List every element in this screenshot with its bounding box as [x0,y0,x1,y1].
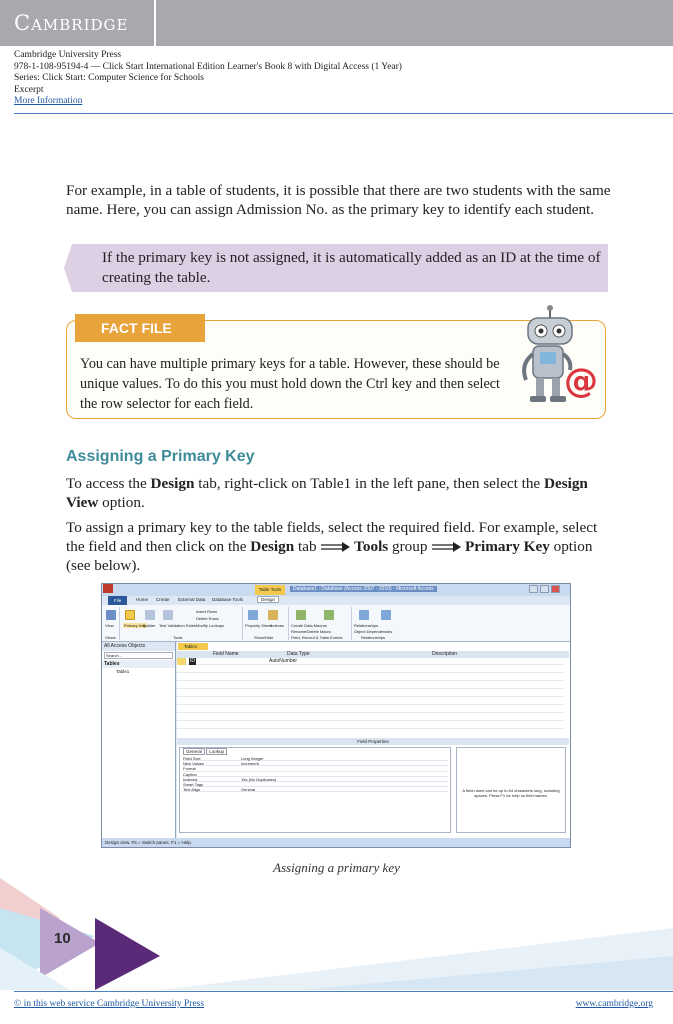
test-validation-icon [163,610,173,620]
group-label-tools: Tools [173,635,183,640]
field-properties-header: Field Properties [177,738,569,745]
test-validation-button[interactable]: Test Validation Rules [159,623,197,628]
paragraph-primary-key-example: For example, in a table of students, it is possible that there are two students with the same name. Here, you can assign Admission No. as the primary key to identify each student. [66,182,611,218]
logo-cell [0,0,156,46]
close-icon[interactable] [551,585,560,593]
website-link[interactable]: www.cambridge.org [575,999,653,1009]
table-row[interactable] [177,682,563,689]
tab-general[interactable]: General [183,748,205,755]
decorative-triangles [0,878,673,990]
section-heading: Assigning a Primary Key [66,448,255,465]
group-label-show-hide: Show/Hide [254,635,274,640]
tab-external-data[interactable]: External Data [178,597,206,602]
rename-delete-macro-button[interactable]: Rename/Delete Macro [291,629,332,634]
column-description: Description [432,651,458,657]
group-relationships [353,607,403,640]
isbn-line: 978-1-108-95194-4 — Click Start International Edition Learner's Book 8 with Digital Access (1 Year) [14,61,402,72]
group-events [290,607,352,640]
table-row[interactable] [177,674,563,681]
indexes-icon [268,610,278,620]
builder-button[interactable]: Builder [143,623,156,628]
property-row[interactable]: Field Size Long Integer [183,756,448,761]
insert-rows-button[interactable]: Insert Rows [196,609,218,614]
property-row[interactable]: Text Align General [183,787,448,792]
tab-home[interactable]: Home [136,597,149,602]
access-title-bar [102,584,570,596]
tab-lookup[interactable]: Lookup [206,748,227,755]
property-row[interactable]: Indexed Yes (No Duplicates) [183,777,448,782]
robot-mascot-icon [500,304,600,414]
table-design-view [177,642,570,838]
ribbon-tabs [102,596,570,605]
nav-search-input[interactable]: Search... [104,652,173,659]
nav-pane-header[interactable]: All Access Objects [102,642,175,651]
group-tools [121,607,243,640]
view-icon [106,610,116,620]
paragraph-access-design-view: To access the Design tab, right-click on Table1 in the left pane, then select the Design View option. [66,475,588,511]
arrow-right-icon [320,542,350,552]
design-grid-header [177,651,569,658]
svg-text:@: @ [564,361,598,401]
nav-item-table1[interactable]: Table1 [116,669,130,674]
table-row[interactable] [177,706,563,713]
property-row[interactable]: New Values Increment [183,761,448,766]
property-row[interactable]: Caption [183,772,448,777]
group-views [102,607,120,640]
paragraph-assign-primary-key: To assign a primary key to the table fields, select the required field. For example, select the field and then click on the Design tab Tools group Primary Key option (see below). [66,519,598,574]
footer-rule [14,991,673,992]
fact-file-text: You can have multiple primary keys for a table. However, these should be unique values. To do this you must hold down the Ctrl key and then select the row selector for each field. [80,356,500,412]
nav-category-tables[interactable]: Tables [102,660,175,668]
navigation-pane [102,642,176,838]
note-text: If the primary key is not assigned, it is automatically added as an ID at the time of creating the table. [102,249,601,286]
tab-create[interactable]: Create [156,597,170,602]
more-information-link[interactable]: More Information [14,96,83,106]
group-show-hide [244,607,289,640]
excerpt-label: Excerpt [14,84,44,95]
column-data-type: Data Type [287,651,310,657]
status-bar: Design view. F6 = Switch panes. F1 = Help. [102,838,570,848]
table-row[interactable] [177,658,563,665]
table-row[interactable] [177,666,563,673]
relationships-button[interactable]: Relationships [354,623,379,628]
header-rule [14,113,673,114]
group-label-views: Views [105,635,116,640]
property-row[interactable]: Format [183,766,448,771]
field-properties-panel [179,747,451,833]
tab-file[interactable]: File [108,596,127,605]
table-row[interactable] [177,698,563,705]
page-number: 10 [54,930,71,947]
builder-icon [145,610,155,620]
primary-key-button[interactable]: Primary Key [124,623,146,628]
data-type-cell[interactable]: AutoNumber [269,658,298,664]
modify-lookups-button[interactable]: Modify Lookups [196,623,225,628]
rename-delete-macro-icon [324,610,334,620]
tab-design[interactable]: Design [257,596,279,603]
property-row[interactable]: Smart Tags [183,782,448,787]
group-label-events: Field, Record & Table Events [291,635,343,640]
table-row[interactable] [177,714,563,721]
publisher-banner [0,0,673,46]
delete-rows-button[interactable]: Delete Rows [196,616,219,621]
cambridge-logo: Cambridge [14,11,129,35]
fact-file-title: FACT FILE [75,314,205,342]
field-help-text: A field name can be up to 64 characters long, including spaces. Press F1 for help on field names. [456,747,566,833]
arrow-right-icon [431,542,461,552]
property-sheet-icon [248,610,258,620]
access-logo-icon [103,584,113,593]
copyright-link[interactable]: © in this web service Cambridge University Press [14,999,205,1009]
document-tab-table1[interactable]: Table1 [178,643,208,650]
design-ribbon [102,605,570,642]
field-name-cell[interactable]: ID [190,658,195,664]
create-data-macros-icon [296,610,306,620]
row-selector[interactable] [177,658,186,665]
property-tabs [180,748,450,756]
primary-key-icon [125,610,135,620]
column-field-name: Field Name [213,651,239,657]
series-line: Series: Click Start: Computer Science for Schools [14,73,204,83]
table-row[interactable] [177,690,563,697]
create-data-macros-button[interactable]: Create Data Macros [291,623,327,628]
publisher-name: Cambridge University Press [14,50,122,60]
object-dependencies-button[interactable]: Object Dependencies [354,629,393,634]
view-button[interactable]: View [105,623,114,628]
table-row[interactable] [177,722,563,729]
minimize-icon[interactable] [529,585,538,593]
group-label-relationships: Relationships [361,635,386,640]
book-metadata [14,50,402,108]
tab-database-tools[interactable]: Database Tools [212,597,243,602]
figure-caption: Assigning a primary key [273,860,400,875]
window-title: Database1 : Database (Access 2007 - 2010) - Microsoft Access [290,586,437,592]
maximize-icon[interactable] [540,585,549,593]
property-sheet-button[interactable]: Property Sheet [245,623,272,628]
indexes-button[interactable]: Indexes [270,623,285,628]
object-dependencies-icon [381,610,391,620]
context-tab-table-tools: Table Tools [255,585,285,595]
relationships-icon [359,610,369,620]
access-screenshot [101,583,571,848]
